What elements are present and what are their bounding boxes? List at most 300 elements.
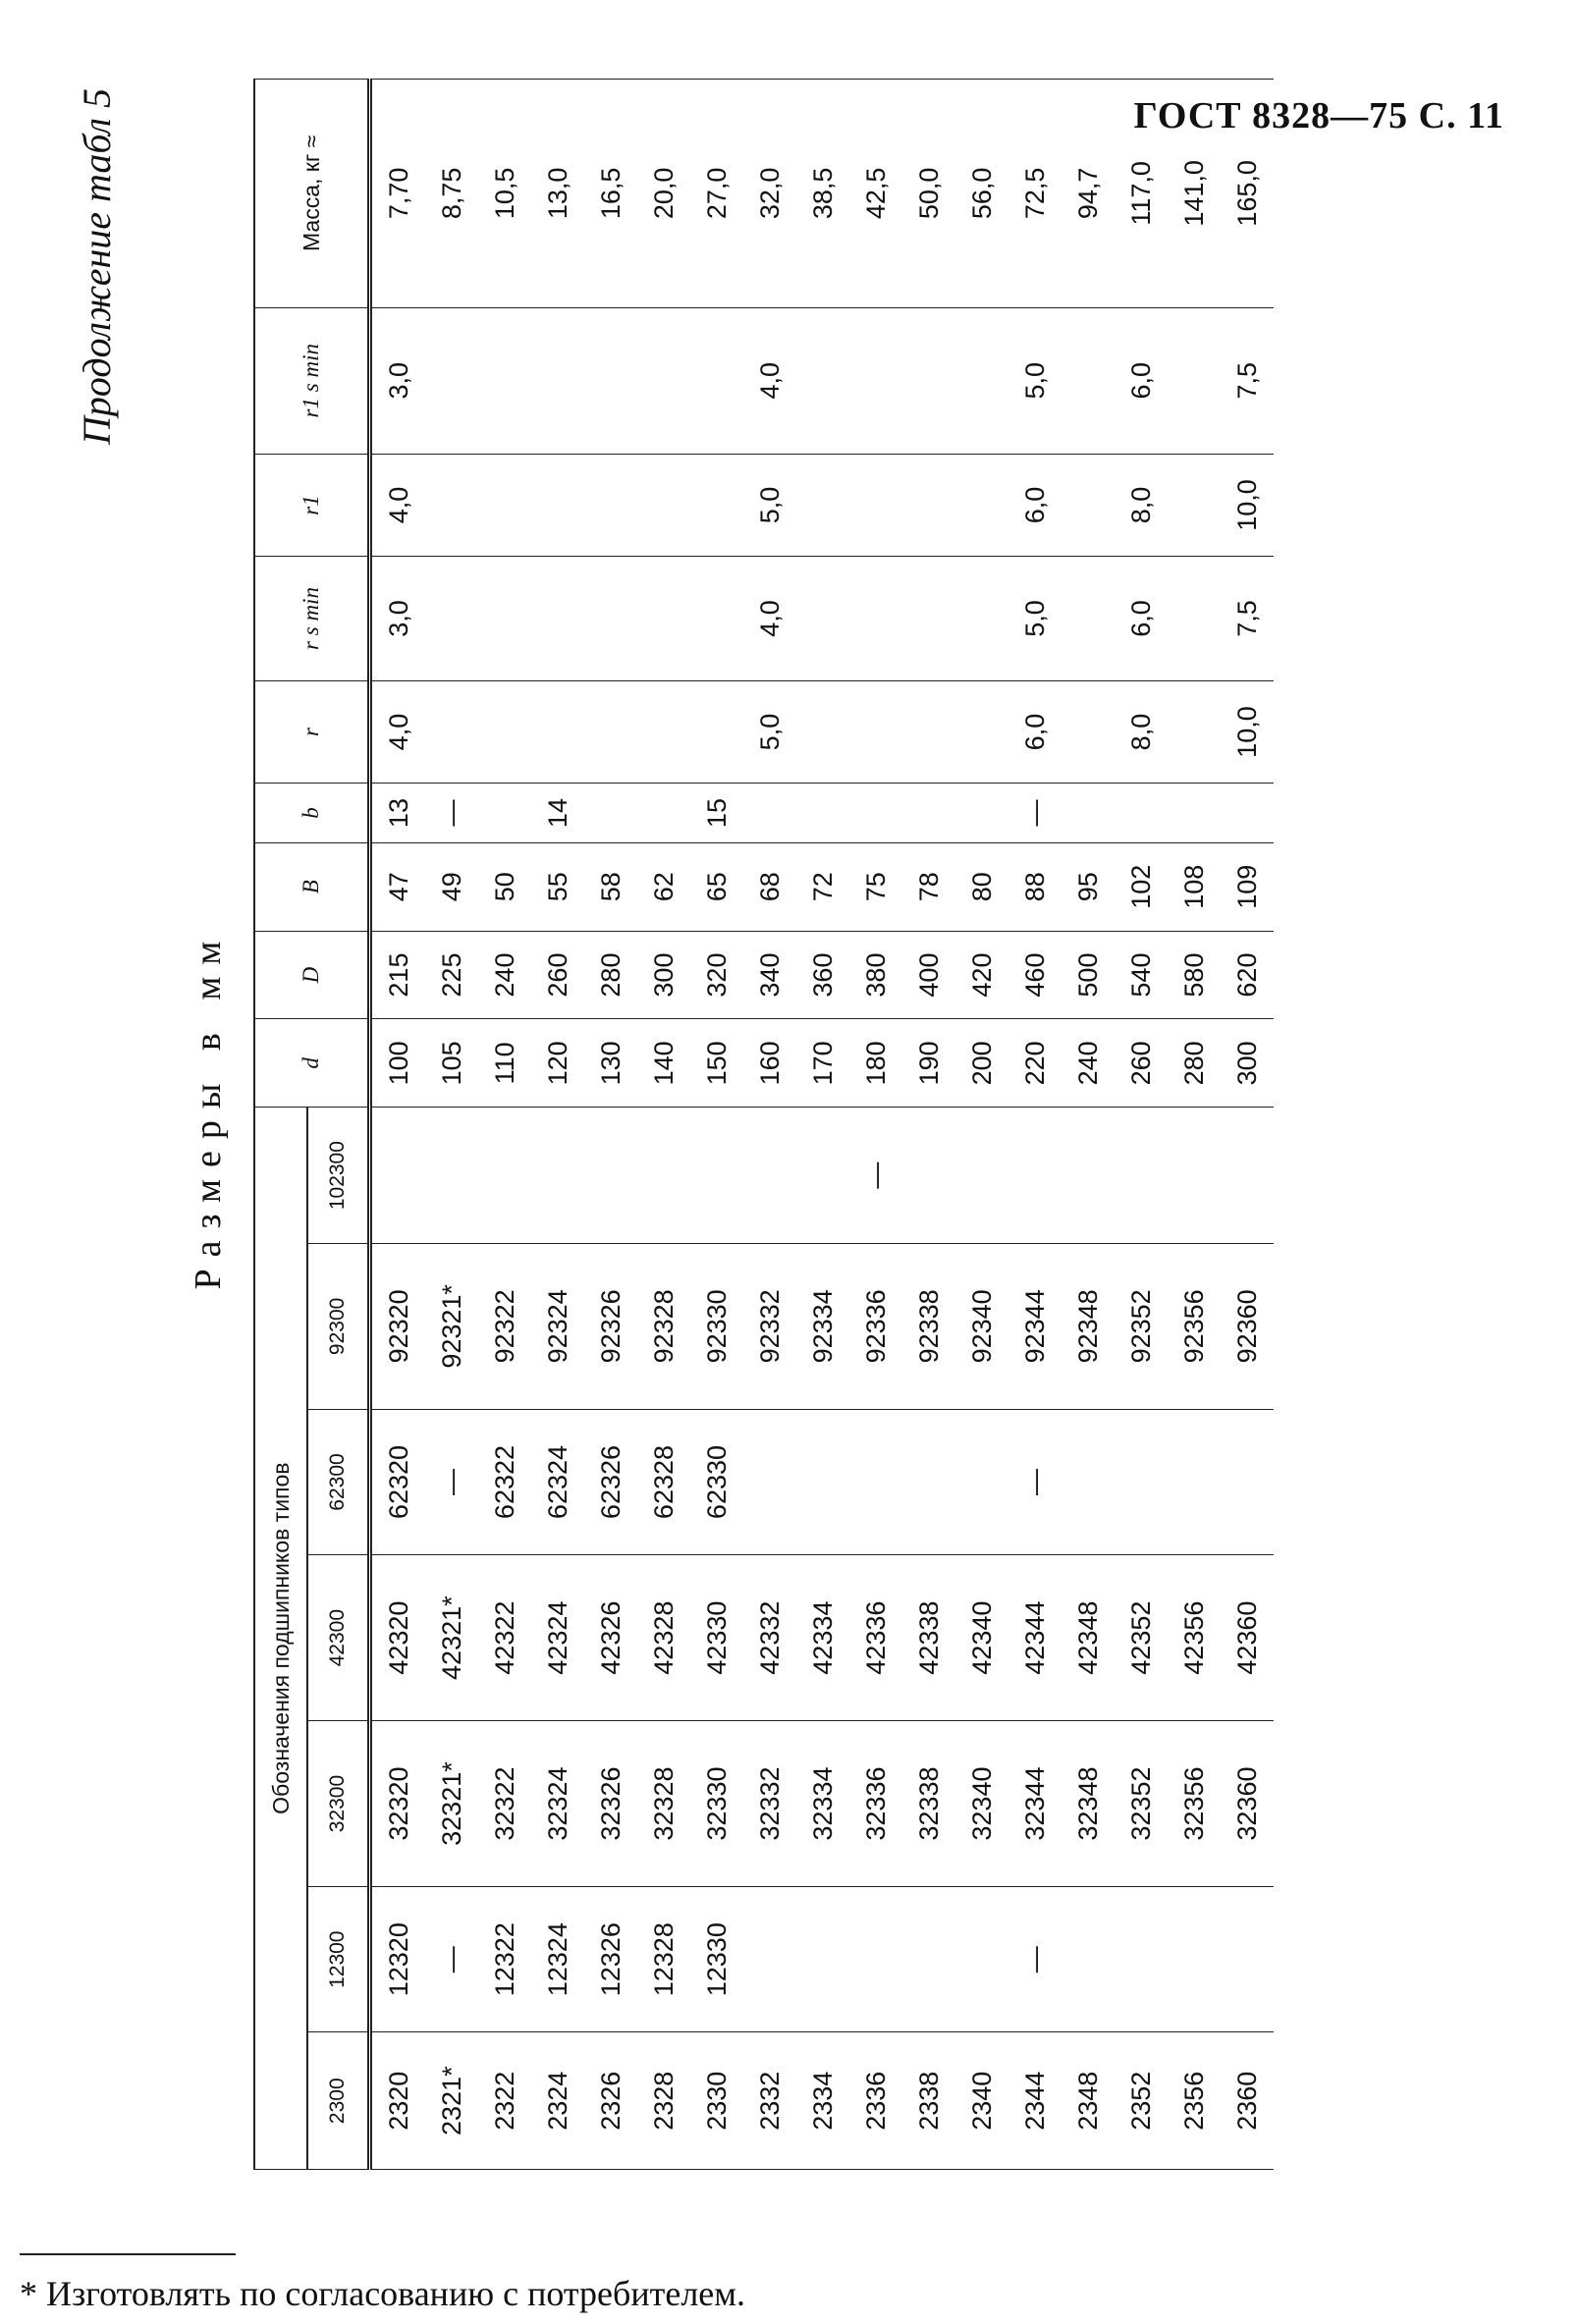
cell-D: 620 — [1221, 931, 1274, 1019]
cell-r-s-min — [955, 557, 1008, 681]
cell-r — [1061, 680, 1114, 783]
cell-type-32300: 32336 — [849, 1721, 902, 1887]
table-row — [1114, 80, 1168, 2170]
cell-b: 15 — [690, 784, 743, 843]
col-header-r: r — [254, 680, 370, 783]
cell-B: 108 — [1168, 842, 1221, 931]
cell-r1-s-min: 5,0 — [1008, 307, 1061, 454]
cell-type-2300: 2356 — [1168, 2032, 1221, 2170]
cell-r — [796, 680, 849, 783]
cell-d: 260 — [1114, 1019, 1168, 1108]
cell-type-62300: — — [1008, 1409, 1061, 1554]
cell-b — [637, 784, 690, 843]
cell-r-s-min: 3,0 — [370, 557, 426, 681]
cell-r-s-min — [637, 557, 690, 681]
cell-type-12300: 12328 — [637, 1887, 690, 2032]
cell-type-12300 — [849, 1887, 902, 2032]
cell-r1: 5,0 — [743, 454, 796, 556]
cell-mass: 72,5 — [1008, 80, 1061, 308]
cell-type-12300: — — [1008, 1887, 1061, 2032]
cell-d: 200 — [955, 1019, 1008, 1108]
cell-r-s-min — [425, 557, 478, 681]
cell-D: 300 — [637, 931, 690, 1019]
cell-B: 80 — [955, 842, 1008, 931]
cell-d: 140 — [637, 1019, 690, 1108]
cell-r: 8,0 — [1114, 680, 1168, 783]
cell-type-32300: 32332 — [743, 1721, 796, 1887]
cell-d: 180 — [849, 1019, 902, 1108]
cell-B: 78 — [902, 842, 955, 931]
cell-type-92300: 92330 — [690, 1243, 743, 1409]
cell-D: 320 — [690, 931, 743, 1019]
cell-r1-s-min — [690, 307, 743, 454]
cell-D: 580 — [1168, 931, 1221, 1019]
sizes-caption: Размеры в мм — [188, 929, 229, 1290]
cell-r-s-min — [1061, 557, 1114, 681]
cell-d: 130 — [584, 1019, 637, 1108]
cell-D: 360 — [796, 931, 849, 1019]
col-header-type-2300: 2300 — [307, 2032, 370, 2170]
cell-d: 220 — [1008, 1019, 1061, 1108]
cell-r1: 10,0 — [1221, 454, 1274, 556]
cell-type-42300: 42344 — [1008, 1555, 1061, 1721]
cell-B: 62 — [637, 842, 690, 931]
cell-type-62300 — [849, 1409, 902, 1554]
cell-r1: 6,0 — [1008, 454, 1061, 556]
cell-b: — — [425, 784, 478, 843]
cell-r1 — [584, 454, 637, 556]
table-row — [902, 80, 955, 2170]
cell-D: 400 — [902, 931, 955, 1019]
cell-type-12300: 12324 — [531, 1887, 584, 2032]
cell-type-62300 — [955, 1409, 1008, 1554]
cell-D: 240 — [478, 931, 531, 1019]
cell-type-62300: — — [425, 1409, 478, 1554]
cell-type-102300 — [370, 1108, 426, 1244]
cell-type-92300: 92324 — [531, 1243, 584, 1409]
group-header: Обозначения подшипников типов — [254, 1108, 307, 2170]
cell-type-62300 — [902, 1409, 955, 1554]
cell-type-102300 — [902, 1108, 955, 1244]
cell-r1-s-min — [849, 307, 902, 454]
cell-type-32300: 32320 — [370, 1721, 426, 1887]
cell-type-102300 — [425, 1108, 478, 1244]
cell-mass: 13,0 — [531, 80, 584, 308]
cell-type-92300: 92332 — [743, 1243, 796, 1409]
table-row — [1008, 80, 1061, 2170]
cell-r1: 8,0 — [1114, 454, 1168, 556]
cell-mass: 42,5 — [849, 80, 902, 308]
cell-d: 105 — [425, 1019, 478, 1108]
table-row — [849, 80, 902, 2170]
cell-r1-s-min — [425, 307, 478, 454]
cell-r1-s-min — [584, 307, 637, 454]
cell-type-102300 — [478, 1108, 531, 1244]
cell-r1-s-min: 3,0 — [370, 307, 426, 454]
cell-type-62300: 62326 — [584, 1409, 637, 1554]
cell-type-42300: 42322 — [478, 1555, 531, 1721]
cell-type-92300: 92320 — [370, 1243, 426, 1409]
cell-type-62300 — [1061, 1409, 1114, 1554]
cell-type-102300 — [796, 1108, 849, 1244]
cell-type-62300: 62328 — [637, 1409, 690, 1554]
cell-r-s-min — [849, 557, 902, 681]
table-row — [955, 80, 1008, 2170]
cell-r — [955, 680, 1008, 783]
cell-type-92300: 92344 — [1008, 1243, 1061, 1409]
cell-mass: 27,0 — [690, 80, 743, 308]
cell-type-92300: 92352 — [1114, 1243, 1168, 1409]
cell-r1-s-min — [531, 307, 584, 454]
cell-type-102300 — [584, 1108, 637, 1244]
cell-mass: 8,75 — [425, 80, 478, 308]
col-header-r1: r1 — [254, 454, 370, 556]
cell-type-32300: 32328 — [637, 1721, 690, 1887]
cell-r1-s-min: 4,0 — [743, 307, 796, 454]
cell-r-s-min — [902, 557, 955, 681]
col-header-mass: Масса, кг ≈ — [254, 80, 370, 308]
cell-type-62300: 62324 — [531, 1409, 584, 1554]
cell-type-102300 — [690, 1108, 743, 1244]
cell-type-62300 — [1221, 1409, 1274, 1554]
cell-type-12300 — [1114, 1887, 1168, 2032]
cell-b: 13 — [370, 784, 426, 843]
cell-B: 65 — [690, 842, 743, 931]
cell-r — [531, 680, 584, 783]
cell-d: 240 — [1061, 1019, 1114, 1108]
cell-d: 120 — [531, 1019, 584, 1108]
cell-D: 460 — [1008, 931, 1061, 1019]
cell-type-2300: 2336 — [849, 2032, 902, 2170]
cell-type-62300 — [1114, 1409, 1168, 1554]
cell-type-92300: 92348 — [1061, 1243, 1114, 1409]
cell-r1 — [478, 454, 531, 556]
cell-type-42300: 42320 — [370, 1555, 426, 1721]
cell-r1: 4,0 — [370, 454, 426, 556]
footnote: * Изготовлять по согласованию с потребителем. — [20, 2274, 746, 2313]
col-header-D: D — [254, 931, 370, 1019]
cell-mass: 94,7 — [1061, 80, 1114, 308]
cell-type-42300: 42340 — [955, 1555, 1008, 1721]
cell-type-92300: 92326 — [584, 1243, 637, 1409]
cell-type-32300: 32324 — [531, 1721, 584, 1887]
cell-D: 500 — [1061, 931, 1114, 1019]
cell-mass: 20,0 — [637, 80, 690, 308]
cell-D: 420 — [955, 931, 1008, 1019]
cell-type-12300 — [1061, 1887, 1114, 2032]
cell-type-42300: 42326 — [584, 1555, 637, 1721]
cell-r: 10,0 — [1221, 680, 1274, 783]
cell-mass: 32,0 — [743, 80, 796, 308]
cell-type-12300 — [902, 1887, 955, 2032]
cell-type-2300: 2328 — [637, 2032, 690, 2170]
cell-D: 540 — [1114, 931, 1168, 1019]
cell-mass: 38,5 — [796, 80, 849, 308]
page-header: ГОСТ 8328—75 С. 11 — [1133, 95, 1504, 136]
cell-b — [478, 784, 531, 843]
cell-type-2300: 2332 — [743, 2032, 796, 2170]
cell-type-102300 — [1061, 1108, 1114, 1244]
cell-type-42300: 42321* — [425, 1555, 478, 1721]
cell-type-92300: 92360 — [1221, 1243, 1274, 1409]
cell-type-92300: 92340 — [955, 1243, 1008, 1409]
cell-r1 — [531, 454, 584, 556]
cell-type-42300: 42348 — [1061, 1555, 1114, 1721]
col-header-type-32300: 32300 — [307, 1721, 370, 1887]
col-header-B: B — [254, 842, 370, 931]
table-row — [1061, 80, 1114, 2170]
col-header-type-92300: 92300 — [307, 1243, 370, 1409]
cell-B: 72 — [796, 842, 849, 931]
cell-type-2300: 2322 — [478, 2032, 531, 2170]
cell-type-12300 — [955, 1887, 1008, 2032]
cell-r1-s-min: 7,5 — [1221, 307, 1274, 454]
cell-type-92300: 92356 — [1168, 1243, 1221, 1409]
cell-mass: 117,0 — [1114, 80, 1168, 308]
bearing-dimensions-table — [253, 79, 1274, 2170]
rotated-page-content — [75, 49, 1522, 2170]
cell-r1-s-min — [902, 307, 955, 454]
cell-B: 75 — [849, 842, 902, 931]
table-row — [584, 80, 637, 2170]
cell-r1 — [849, 454, 902, 556]
cell-b — [796, 784, 849, 843]
table-row — [637, 80, 690, 2170]
cell-D: 280 — [584, 931, 637, 1019]
cell-type-42300: 42352 — [1114, 1555, 1168, 1721]
cell-b — [1168, 784, 1221, 843]
col-header-r1-s-min: r1 s min — [254, 307, 370, 454]
cell-b — [955, 784, 1008, 843]
cell-r1 — [902, 454, 955, 556]
cell-r-s-min — [478, 557, 531, 681]
cell-r-s-min — [796, 557, 849, 681]
cell-type-42300: 42328 — [637, 1555, 690, 1721]
cell-mass: 141,0 — [1168, 80, 1221, 308]
cell-type-32300: 32348 — [1061, 1721, 1114, 1887]
cell-D: 260 — [531, 931, 584, 1019]
cell-r1-s-min — [478, 307, 531, 454]
cell-type-102300 — [1114, 1108, 1168, 1244]
cell-type-92300: 92334 — [796, 1243, 849, 1409]
cell-type-62300: 62330 — [690, 1409, 743, 1554]
table-row — [425, 80, 478, 2170]
cell-r1-s-min — [1168, 307, 1221, 454]
cell-b — [584, 784, 637, 843]
col-header-type-62300: 62300 — [307, 1409, 370, 1554]
cell-B: 88 — [1008, 842, 1061, 931]
cell-r-s-min — [584, 557, 637, 681]
cell-r: 6,0 — [1008, 680, 1061, 783]
table-row — [743, 80, 796, 2170]
cell-b: — — [1008, 784, 1061, 843]
cell-r-s-min: 6,0 — [1114, 557, 1168, 681]
cell-type-102300 — [1168, 1108, 1221, 1244]
footnote-rule — [20, 2253, 236, 2255]
cell-type-42300: 42332 — [743, 1555, 796, 1721]
cell-r1 — [637, 454, 690, 556]
cell-type-12300: 12322 — [478, 1887, 531, 2032]
cell-D: 215 — [370, 931, 426, 1019]
col-header-type-102300: 102300 — [307, 1108, 370, 1244]
cell-type-12300: — — [425, 1887, 478, 2032]
cell-d: 110 — [478, 1019, 531, 1108]
table-row — [1221, 80, 1274, 2170]
cell-d: 190 — [902, 1019, 955, 1108]
cell-d: 100 — [370, 1019, 426, 1108]
cell-type-12300 — [1221, 1887, 1274, 2032]
cell-b — [1221, 784, 1274, 843]
cell-type-2300: 2360 — [1221, 2032, 1274, 2170]
cell-type-32300: 32344 — [1008, 1721, 1061, 1887]
cell-type-2300: 2326 — [584, 2032, 637, 2170]
cell-type-62300: 62322 — [478, 1409, 531, 1554]
cell-r1 — [425, 454, 478, 556]
cell-type-12300: 12326 — [584, 1887, 637, 2032]
cell-r — [849, 680, 902, 783]
cell-B: 68 — [743, 842, 796, 931]
cell-r — [690, 680, 743, 783]
cell-mass: 10,5 — [478, 80, 531, 308]
cell-type-2300: 2352 — [1114, 2032, 1168, 2170]
table-row — [1168, 80, 1221, 2170]
cell-type-42300: 42334 — [796, 1555, 849, 1721]
cell-type-92300: 92338 — [902, 1243, 955, 1409]
cell-type-62300 — [1168, 1409, 1221, 1554]
cell-type-32300: 32340 — [955, 1721, 1008, 1887]
cell-r1-s-min — [637, 307, 690, 454]
cell-D: 380 — [849, 931, 902, 1019]
cell-d: 300 — [1221, 1019, 1274, 1108]
cell-r1-s-min — [1061, 307, 1114, 454]
cell-type-32300: 32322 — [478, 1721, 531, 1887]
table-row — [370, 80, 426, 2170]
cell-b — [743, 784, 796, 843]
cell-r — [425, 680, 478, 783]
cell-type-2300: 2324 — [531, 2032, 584, 2170]
cell-mass: 7,70 — [370, 80, 426, 308]
table-row — [690, 80, 743, 2170]
table-row — [478, 80, 531, 2170]
cell-type-32300: 32356 — [1168, 1721, 1221, 1887]
cell-type-102300 — [1221, 1108, 1274, 1244]
cell-type-32300: 32338 — [902, 1721, 955, 1887]
cell-type-2300: 2348 — [1061, 2032, 1114, 2170]
cell-B: 49 — [425, 842, 478, 931]
cell-type-32300: 32352 — [1114, 1721, 1168, 1887]
cell-B: 95 — [1061, 842, 1114, 931]
cell-b — [1061, 784, 1114, 843]
cell-type-12300 — [1168, 1887, 1221, 2032]
col-header-b: b — [254, 784, 370, 843]
col-header-r-s-min: r s min — [254, 557, 370, 681]
cell-type-92300: 92328 — [637, 1243, 690, 1409]
cell-r — [478, 680, 531, 783]
cell-type-2300: 2344 — [1008, 2032, 1061, 2170]
cell-r: 5,0 — [743, 680, 796, 783]
cell-type-2300: 2338 — [902, 2032, 955, 2170]
cell-r1 — [1061, 454, 1114, 556]
cell-type-32300: 32334 — [796, 1721, 849, 1887]
cell-type-42300: 42360 — [1221, 1555, 1274, 1721]
table-continuation-label: Продолжение табл 5 — [75, 88, 119, 446]
cell-r — [637, 680, 690, 783]
table-row — [531, 80, 584, 2170]
cell-mass: 56,0 — [955, 80, 1008, 308]
table-row — [796, 80, 849, 2170]
cell-d: 150 — [690, 1019, 743, 1108]
cell-type-42300: 42356 — [1168, 1555, 1221, 1721]
cell-type-12300 — [796, 1887, 849, 2032]
cell-type-92300: 92321* — [425, 1243, 478, 1409]
cell-type-42300: 42324 — [531, 1555, 584, 1721]
cell-type-42300: 42338 — [902, 1555, 955, 1721]
cell-B: 109 — [1221, 842, 1274, 931]
cell-type-102300 — [743, 1108, 796, 1244]
cell-b — [902, 784, 955, 843]
cell-r-s-min — [531, 557, 584, 681]
cell-type-102300 — [955, 1108, 1008, 1244]
cell-mass: 165,0 — [1221, 80, 1274, 308]
cell-type-2300: 2334 — [796, 2032, 849, 2170]
cell-type-62300: 62320 — [370, 1409, 426, 1554]
cell-r — [902, 680, 955, 783]
cell-B: 55 — [531, 842, 584, 931]
cell-mass: 16,5 — [584, 80, 637, 308]
cell-type-92300: 92322 — [478, 1243, 531, 1409]
cell-type-102300 — [1008, 1108, 1061, 1244]
cell-type-102300 — [531, 1108, 584, 1244]
cell-type-2300: 2320 — [370, 2032, 426, 2170]
cell-r: 4,0 — [370, 680, 426, 783]
cell-type-2300: 2340 — [955, 2032, 1008, 2170]
cell-r-s-min: 4,0 — [743, 557, 796, 681]
cell-type-12300: 12330 — [690, 1887, 743, 2032]
cell-D: 225 — [425, 931, 478, 1019]
cell-r1-s-min: 6,0 — [1114, 307, 1168, 454]
cell-d: 280 — [1168, 1019, 1221, 1108]
cell-type-102300 — [637, 1108, 690, 1244]
cell-r1 — [690, 454, 743, 556]
cell-b: 14 — [531, 784, 584, 843]
cell-r — [584, 680, 637, 783]
cell-mass: 50,0 — [902, 80, 955, 308]
cell-r1-s-min — [796, 307, 849, 454]
cell-type-42300: 42330 — [690, 1555, 743, 1721]
cell-b — [849, 784, 902, 843]
cell-B: 102 — [1114, 842, 1168, 931]
cell-type-62300 — [743, 1409, 796, 1554]
cell-r-s-min — [690, 557, 743, 681]
cell-type-2300: 2321* — [425, 2032, 478, 2170]
cell-B: 50 — [478, 842, 531, 931]
col-header-type-12300: 12300 — [307, 1887, 370, 2032]
cell-r1 — [1168, 454, 1221, 556]
cell-B: 47 — [370, 842, 426, 931]
cell-type-2300: 2330 — [690, 2032, 743, 2170]
cell-r — [1168, 680, 1221, 783]
cell-type-12300 — [743, 1887, 796, 2032]
cell-type-32300: 32321* — [425, 1721, 478, 1887]
cell-r1-s-min — [955, 307, 1008, 454]
cell-type-102300: — — [849, 1108, 902, 1244]
cell-type-32300: 32360 — [1221, 1721, 1274, 1887]
cell-d: 160 — [743, 1019, 796, 1108]
cell-type-62300 — [796, 1409, 849, 1554]
cell-type-12300: 12320 — [370, 1887, 426, 2032]
cell-B: 58 — [584, 842, 637, 931]
col-header-d: d — [254, 1019, 370, 1108]
